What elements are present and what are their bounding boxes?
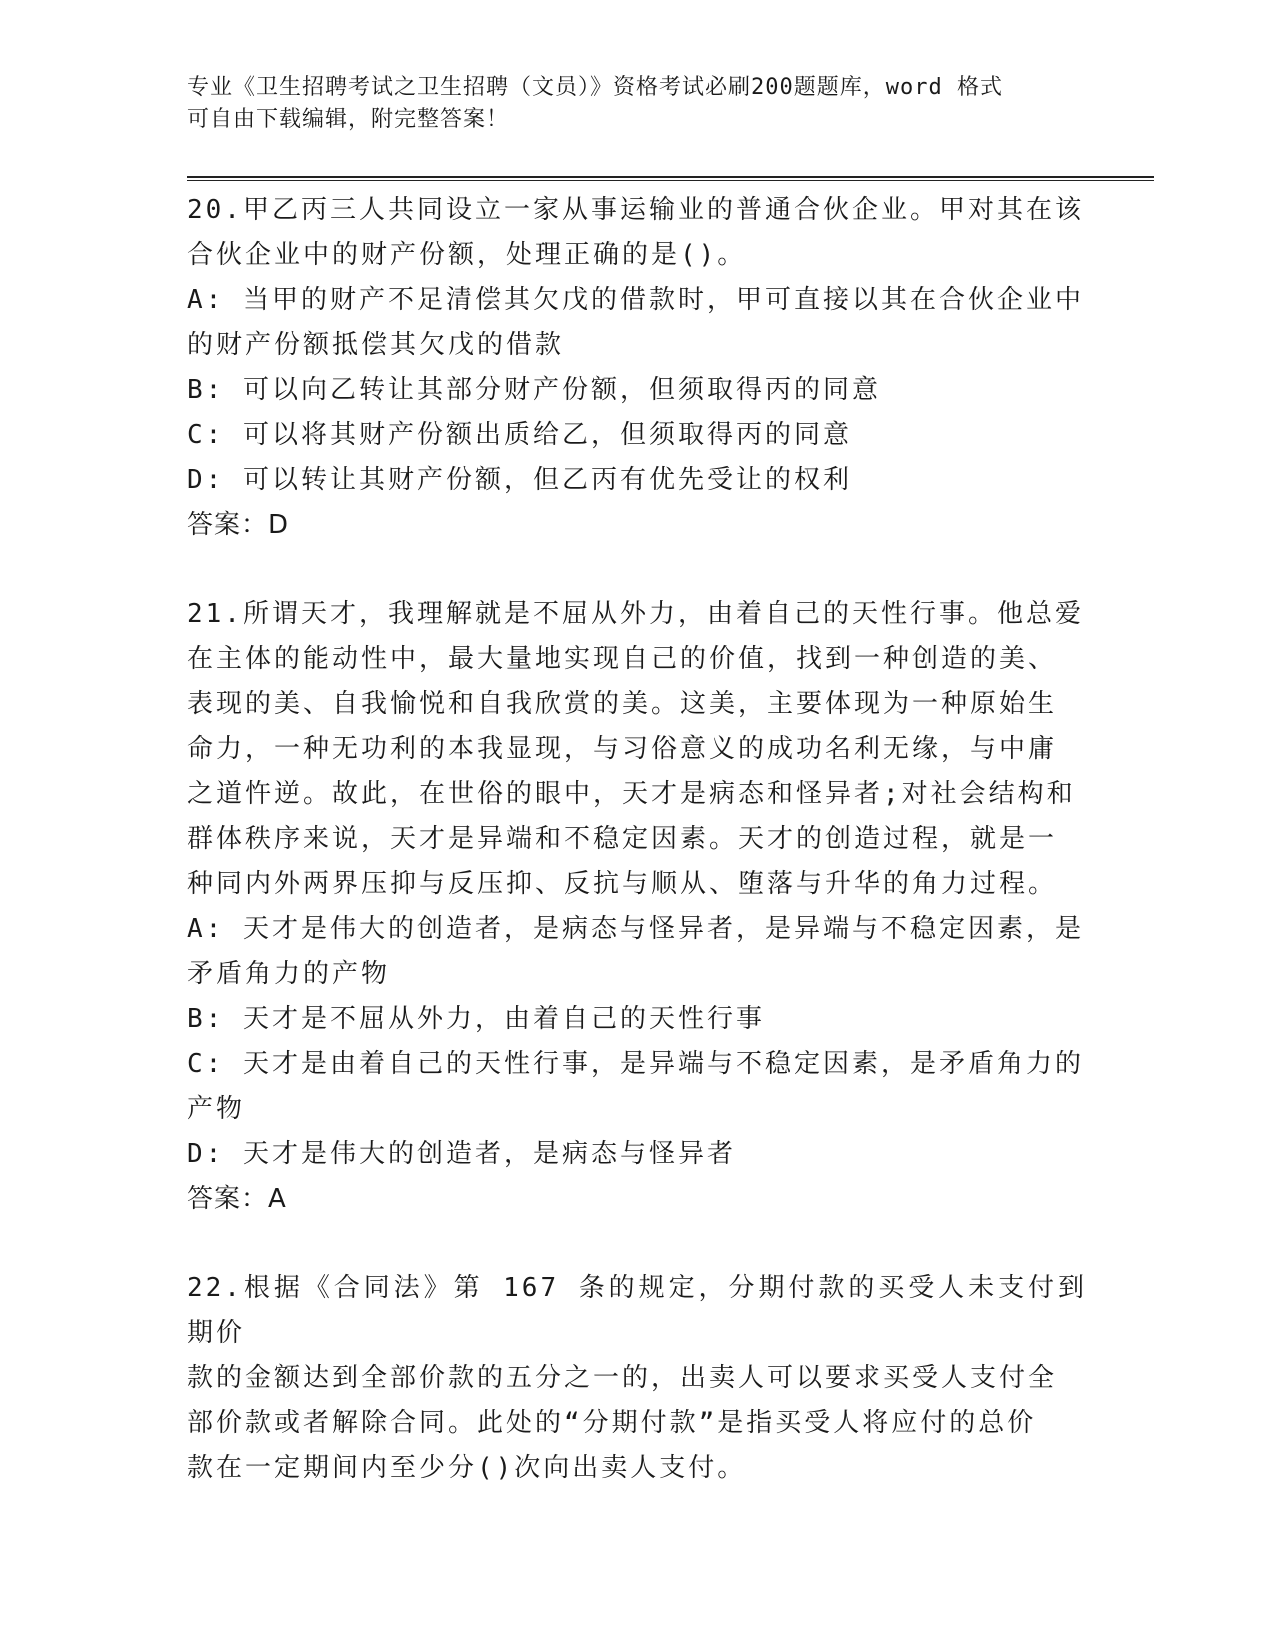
question-text-line: 群体秩序来说，天才是异端和不稳定因素。天才的创造过程，就是一 [187, 824, 1058, 854]
question-text-line: 在主体的能动性中，最大量地实现自己的价值，找到一种创造的美、 [187, 644, 1058, 674]
document-header [187, 72, 1067, 136]
option-a: A: 当甲的财产不足清偿其欠戊的借款时，甲可直接以其在合伙企业中 [187, 285, 1084, 315]
option-b: B: 可以向乙转让其部分财产份额，但须取得丙的同意 [187, 375, 881, 405]
question-text-line: 20.甲乙丙三人共同设立一家从事运输业的普通合伙企业。甲对其在该 [187, 195, 1084, 225]
answer-label: 答案：A [187, 1184, 287, 1214]
question-text-line: 命力，一种无功利的本我显现，与习俗意义的成功名利无缘，与中庸 [187, 734, 1058, 764]
question-text-line: 22.根据《合同法》第 167 条的规定，分期付款的买受人未支付到期价 [187, 1273, 1087, 1348]
header-line-2: 可自由下载编辑，附完整答案！ [187, 107, 510, 132]
question-text-line: 21.所谓天才，我理解就是不屈从外力，由着自己的天性行事。他总爱 [187, 599, 1084, 629]
question-text-line: 合伙企业中的财产份额，处理正确的是()。 [187, 240, 747, 270]
answer-label: 答案：D [187, 510, 290, 540]
question-text-line: 之道忤逆。故此，在世俗的眼中，天才是病态和怪异者;对社会结构和 [187, 779, 1076, 809]
option-d: D: 可以转让其财产份额，但乙丙有优先受让的权利 [187, 465, 852, 495]
option-c: C: 可以将其财产份额出质给乙，但须取得丙的同意 [187, 420, 852, 450]
question-text-line: 种同内外两界压抑与反压抑、反抗与顺从、堕落与升华的角力过程。 [187, 869, 1058, 899]
option-a: A: 天才是伟大的创造者，是病态与怪异者，是异端与不稳定因素，是 [187, 914, 1084, 944]
option-c-continued: 产物 [187, 1094, 246, 1124]
question-20 [187, 188, 1087, 548]
header-line-1: 专业《卫生招聘考试之卫生招聘（文员）》资格考试必刷200题题库，word 格式 [187, 75, 1003, 100]
question-text-line: 部价款或者解除合同。此处的“分期付款”是指买受人将应付的总价 [187, 1408, 1037, 1438]
question-list [187, 188, 1087, 1535]
option-a-continued: 的财产份额抵偿其欠戊的借款 [187, 330, 565, 360]
option-a-continued: 矛盾角力的产物 [187, 959, 391, 989]
option-b: B: 天才是不屈从外力，由着自己的天性行事 [187, 1004, 765, 1034]
question-text-line: 表现的美、自我愉悦和自我欣赏的美。这美，主要体现为一种原始生 [187, 689, 1058, 719]
option-c: C: 天才是由着自己的天性行事，是异端与不稳定因素，是矛盾角力的 [187, 1049, 1084, 1079]
option-d: D: 天才是伟大的创造者，是病态与怪异者 [187, 1139, 736, 1169]
question-21 [187, 592, 1087, 1222]
question-22 [187, 1266, 1087, 1491]
header-divider [187, 176, 1154, 181]
question-text-line: 款在一定期间内至少分()次向出卖人支付。 [187, 1453, 747, 1483]
question-text-line: 款的金额达到全部价款的五分之一的，出卖人可以要求买受人支付全 [187, 1363, 1058, 1393]
